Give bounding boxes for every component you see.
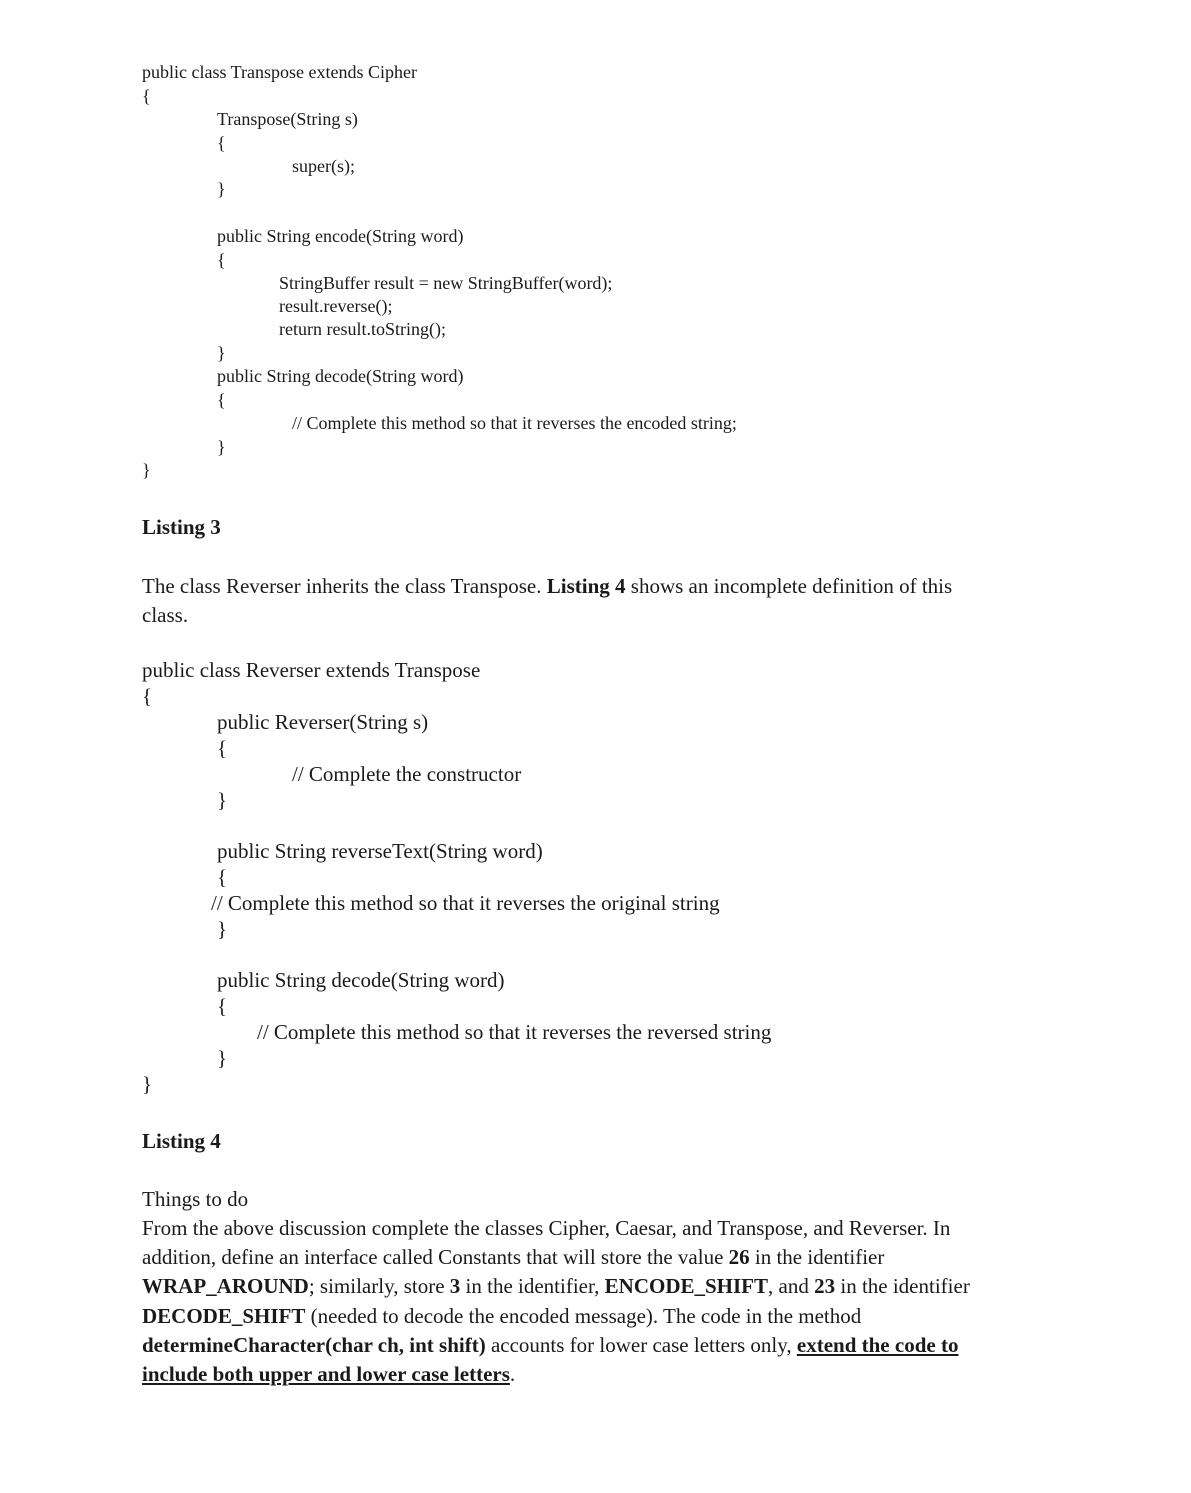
code-line: Transpose(String s): [217, 109, 358, 129]
code-line: {: [217, 250, 226, 270]
text-run-bold: 23: [814, 1274, 836, 1298]
code-line: // Complete this method so that it reverses the original string: [211, 891, 720, 915]
code-line: {: [217, 994, 228, 1018]
intro-text: The class Reverser inherits the class Transpose.: [142, 574, 547, 598]
text-run-bold: WRAP_AROUND: [142, 1274, 309, 1298]
intro-bold: Listing 4: [546, 574, 626, 598]
intro-line-2: class.: [142, 603, 189, 627]
paragraph-line: [142, 1364, 515, 1385]
paragraph-line: [142, 1247, 884, 1268]
code-line: }: [217, 788, 228, 812]
paragraph-line: [142, 1276, 970, 1297]
code-line: public class Reverser extends Transpose: [142, 658, 481, 682]
code-line: {: [217, 736, 228, 760]
code-line: {: [217, 865, 228, 889]
code-line: }: [217, 179, 226, 199]
text-run: , and: [768, 1274, 815, 1298]
text-run: .: [509, 1362, 516, 1386]
text-run: in the identifier: [835, 1274, 970, 1298]
intro-line-1: [142, 576, 952, 597]
text-run: addition, define an interface called Constants that will store the value: [142, 1245, 729, 1269]
text-run-underlined: include both upper and lower case letters: [142, 1362, 510, 1386]
code-line: {: [142, 86, 151, 106]
text-run-bold: 26: [728, 1245, 750, 1269]
code-line: {: [217, 133, 226, 153]
code-line: // Complete this method so that it reverses the reversed string: [257, 1020, 772, 1044]
text-run: in the identifier: [749, 1245, 885, 1269]
code-line: return result.toString();: [279, 319, 446, 339]
code-line: }: [217, 1046, 228, 1070]
code-line: }: [142, 1072, 153, 1096]
paragraph-line: [142, 1335, 958, 1356]
code-line: }: [217, 917, 228, 941]
text-run-bold: determineCharacter(char ch, int shift): [142, 1333, 486, 1357]
text-run: in the identifier,: [460, 1274, 605, 1298]
listing-3-caption: Listing 3: [142, 515, 221, 539]
text-run-bold: DECODE_SHIFT: [142, 1304, 306, 1328]
text-run-bold: ENCODE_SHIFT: [604, 1274, 769, 1298]
code-line: public String encode(String word): [217, 226, 464, 246]
code-line: }: [217, 343, 226, 363]
code-line: // Complete this method so that it reverses the encoded string;: [292, 413, 737, 433]
code-line: public Reverser(String s): [217, 710, 429, 734]
listing-4-caption: Listing 4: [142, 1129, 221, 1153]
code-line: {: [142, 684, 153, 708]
code-line: public String reverseText(String word): [217, 839, 543, 863]
code-line: {: [217, 390, 226, 410]
code-line: result.reverse();: [279, 296, 393, 316]
code-line: public String decode(String word): [217, 366, 464, 386]
code-line: public class Transpose extends Cipher: [142, 62, 417, 82]
text-run-underlined: extend the code to: [796, 1333, 959, 1357]
code-line: StringBuffer result = new StringBuffer(word);: [279, 273, 613, 293]
paragraph-line: [142, 1306, 861, 1327]
code-line: super(s);: [292, 156, 355, 176]
code-line: // Complete the constructor: [292, 762, 522, 786]
code-line: }: [142, 460, 151, 480]
text-run: accounts for lower case letters only,: [485, 1333, 797, 1357]
things-to-do-title: Things to do: [142, 1187, 249, 1211]
text-run-bold: 3: [449, 1274, 461, 1298]
text-run: ; similarly, store: [308, 1274, 450, 1298]
code-line: public String decode(String word): [217, 968, 505, 992]
code-line: }: [217, 437, 226, 457]
intro-text: shows an incomplete definition of this: [625, 574, 953, 598]
text-run: (needed to decode the encoded message). The code in the method: [305, 1304, 862, 1328]
paragraph-line: From the above discussion complete the classes Cipher, Caesar, and Transpose, and Reverser. In: [142, 1216, 951, 1240]
